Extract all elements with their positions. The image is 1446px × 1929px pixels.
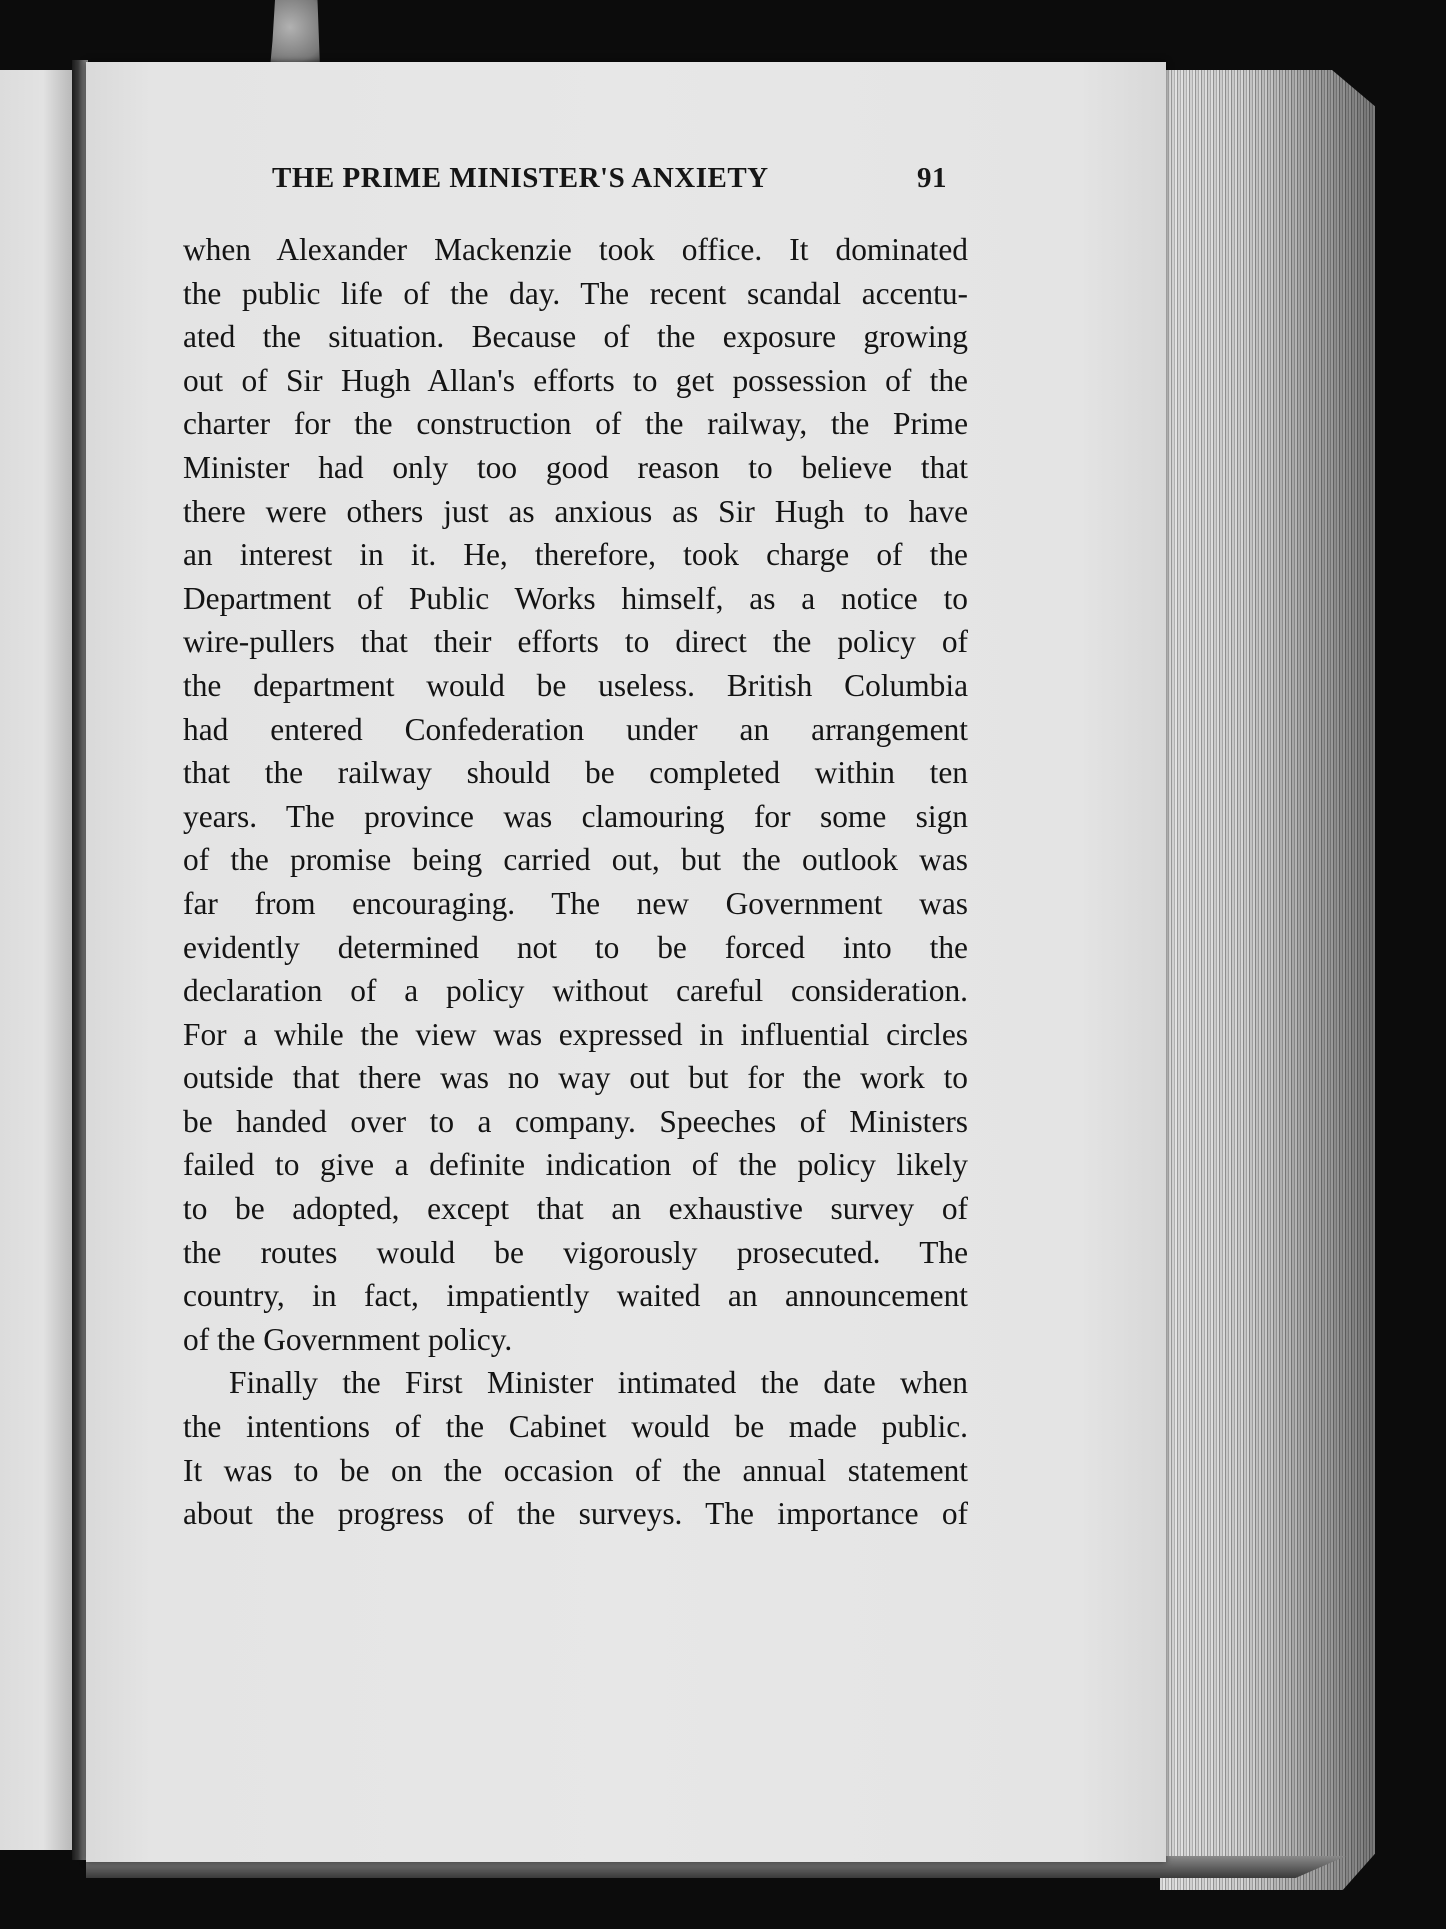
text-line: of the Government policy. [183, 1321, 513, 1357]
running-title: THE PRIME MINISTER'S ANXIETY [272, 162, 769, 194]
text-line: to be adopted, except that an exhaustive survey of [183, 1191, 968, 1227]
text-line: that the railway should be completed within ten [183, 755, 968, 791]
text-line: outside that there was no way out but for the work to [183, 1060, 968, 1096]
text-line: far from encouraging. The new Government was [183, 885, 968, 921]
text-line: about the progress of the surveys. The importance of [183, 1496, 968, 1532]
text-line: charter for the construction of the railway, the Prime [183, 406, 968, 442]
text-line: the intentions of the Cabinet would be made public. [183, 1409, 968, 1445]
text-line: the public life of the day. The recent scandal accentu- [183, 275, 968, 311]
text-line: an interest in it. He, therefore, took charge of the [183, 537, 968, 573]
text-line: failed to give a definite indication of the policy likely [183, 1147, 968, 1183]
text-line: wire-pullers that their efforts to direct the policy of [183, 624, 968, 660]
text-line: ated the situation. Because of the exposure growing [183, 319, 968, 355]
body-text [183, 228, 968, 1536]
text-line: evidently determined not to be forced into the [183, 929, 968, 965]
text-line: had entered Confederation under an arrangement [183, 711, 968, 747]
text-line: when Alexander Mackenzie took office. It dominated [183, 232, 968, 267]
text-line: out of Sir Hugh Allan's efforts to get possession of the [183, 362, 968, 398]
text-line: For a while the view was expressed in influential circles [183, 1016, 968, 1052]
text-line: Minister had only too good reason to believe that [183, 449, 968, 485]
text-line: there were others just as anxious as Sir Hugh to have [183, 493, 968, 529]
text-line: It was to be on the occasion of the annual statement [183, 1452, 968, 1488]
page-stack-edges [1160, 70, 1375, 1890]
text-line: the routes would be vigorously prosecuted. The [183, 1234, 968, 1270]
text-line: Finally the First Minister intimated the date when [229, 1365, 968, 1401]
text-line: years. The province was clamouring for some sign [183, 798, 968, 834]
text-line: country, in fact, impatiently waited an announcement [183, 1278, 968, 1314]
torn-paper-fragment [270, 0, 320, 68]
text-line: declaration of a policy without careful consideration. [183, 973, 968, 1009]
text-line: the department would be useless. British Columbia [183, 667, 968, 703]
left-facing-page [0, 70, 72, 1850]
text-line: Department of Public Works himself, as a notice to [183, 580, 968, 616]
page-number: 91 [917, 162, 947, 194]
text-line: of the promise being carried out, but the outlook was [183, 842, 968, 878]
text-line: be handed over to a company. Speeches of Ministers [183, 1103, 968, 1139]
